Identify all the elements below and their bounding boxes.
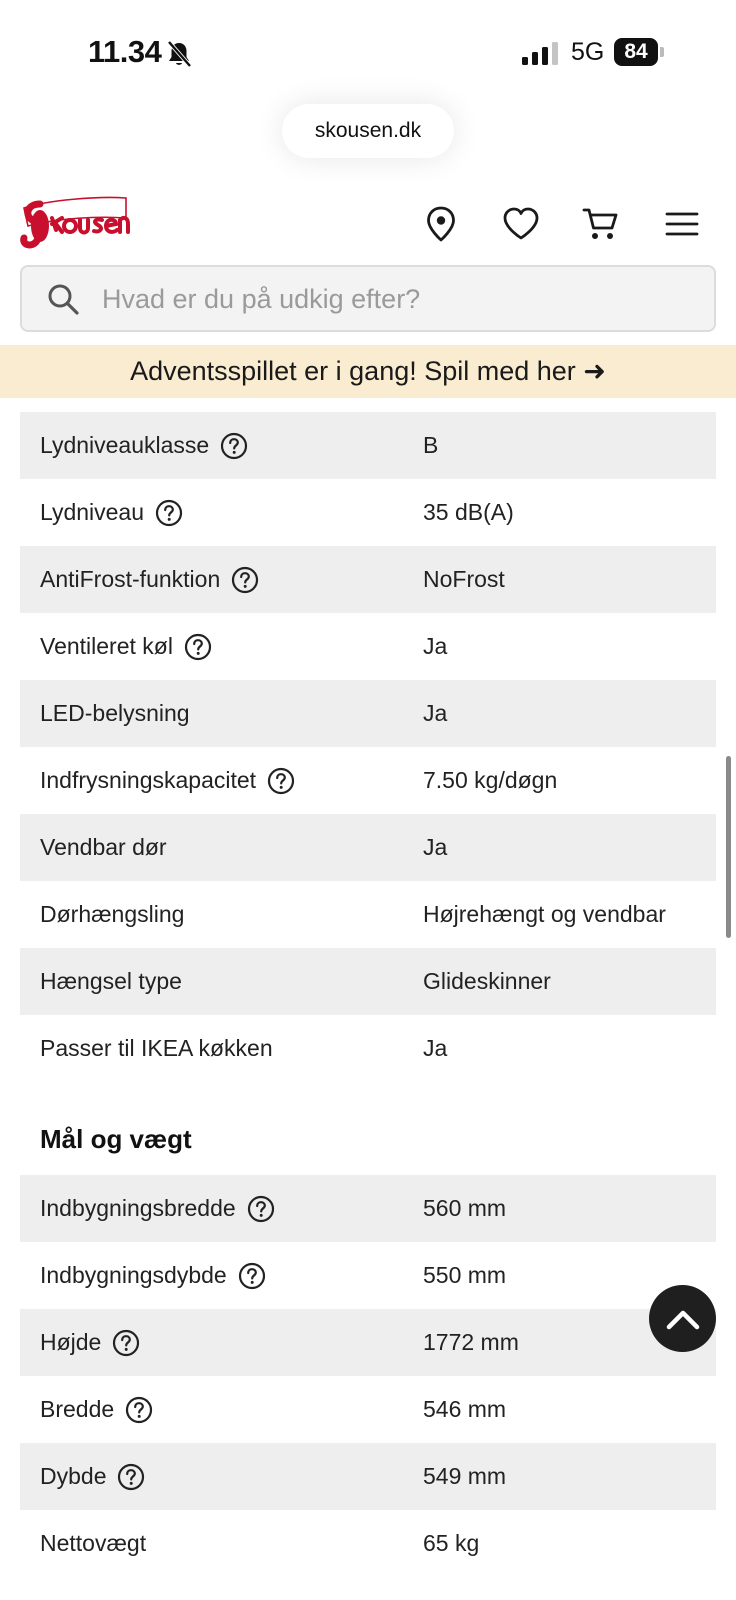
bell-muted-icon	[166, 40, 192, 68]
spec-value: Glideskinner	[423, 968, 551, 994]
spec-row	[20, 1175, 716, 1242]
spec-label: Dybde	[40, 1463, 107, 1489]
spec-label-cell	[40, 613, 212, 680]
search-bar[interactable]	[20, 265, 716, 332]
spec-label: Vendbar dør	[40, 834, 167, 860]
spec-label-cell	[40, 1242, 266, 1309]
spec-label: Indbygningsdybde	[40, 1262, 227, 1288]
spec-label-cell	[40, 1376, 153, 1443]
spec-label: Lydniveau	[40, 499, 145, 525]
spec-value: NoFrost	[423, 566, 505, 592]
spec-label: Hængsel type	[40, 968, 182, 994]
spec-row	[20, 613, 716, 680]
spec-value: 35 dB(A)	[423, 499, 514, 525]
spec-label: Indbygningsbredde	[40, 1195, 236, 1221]
spec-label-cell	[40, 546, 259, 613]
help-icon[interactable]	[231, 566, 259, 594]
spec-label: Lydniveauklasse	[40, 432, 210, 458]
help-icon[interactable]	[220, 432, 248, 460]
spec-label: Indfrysningskapacitet	[40, 767, 257, 793]
spec-row	[20, 1443, 716, 1510]
spec-row	[20, 948, 716, 1015]
spec-row	[20, 546, 716, 613]
skousen-logo[interactable]	[18, 196, 130, 252]
spec-row	[20, 747, 716, 814]
cell-signal-icon	[522, 42, 560, 66]
spec-row	[20, 1309, 716, 1376]
help-icon[interactable]	[155, 499, 183, 527]
battery-icon	[614, 38, 664, 66]
spec-value: Ja	[423, 700, 448, 726]
spec-label-cell	[40, 1510, 146, 1577]
spec-label: Dørhængsling	[40, 901, 185, 927]
spec-value: Ja	[423, 633, 448, 659]
spec-label-cell	[40, 680, 190, 747]
battery-level: 84	[614, 38, 658, 66]
help-icon[interactable]	[184, 633, 212, 661]
help-icon[interactable]	[247, 1195, 275, 1223]
location-icon[interactable]	[421, 204, 461, 244]
spec-label-cell	[40, 479, 183, 546]
spec-row	[20, 412, 716, 479]
spec-value: 65 kg	[423, 1530, 480, 1556]
heart-icon[interactable]	[501, 204, 541, 244]
spec-value: Ja	[423, 834, 448, 860]
spec-row	[20, 1242, 716, 1309]
spec-value: 550 mm	[423, 1262, 507, 1288]
spec-label-cell	[40, 747, 295, 814]
spec-value: Højrehængt og vendbar	[423, 901, 666, 927]
help-icon[interactable]	[267, 767, 295, 795]
spec-label-cell	[40, 1175, 275, 1242]
section-heading-dimensions: Mål og vægt	[40, 1124, 192, 1154]
back-to-top-button[interactable]	[649, 1285, 716, 1352]
spec-label-cell	[40, 881, 184, 948]
spec-label-cell	[40, 1443, 145, 1510]
cart-icon[interactable]	[581, 204, 621, 244]
search-icon[interactable]	[46, 282, 80, 316]
spec-row	[20, 814, 716, 881]
spec-value: 549 mm	[423, 1463, 507, 1489]
spec-label: Passer til IKEA køkken	[40, 1035, 273, 1061]
scrollbar-thumb[interactable]	[726, 756, 731, 938]
spec-label-cell	[40, 1015, 273, 1082]
status-time: 11.34	[88, 34, 162, 69]
spec-row	[20, 479, 716, 546]
spec-value: 546 mm	[423, 1396, 507, 1422]
spec-label: Nettovægt	[40, 1530, 147, 1556]
spec-row	[20, 1510, 716, 1577]
spec-label-cell	[40, 412, 248, 479]
spec-row	[20, 1376, 716, 1443]
spec-value: 1772 mm	[423, 1329, 519, 1355]
spec-label: AntiFrost-funktion	[40, 566, 221, 592]
spec-row	[20, 881, 716, 948]
search-input[interactable]	[102, 277, 692, 321]
promo-banner[interactable]: Adventsspillet er i gang! Spil med her ➜	[0, 345, 736, 398]
status-bar	[0, 0, 736, 100]
spec-table	[20, 412, 716, 1082]
spec-value: Ja	[423, 1035, 448, 1061]
help-icon[interactable]	[117, 1463, 145, 1491]
spec-value: 7.50 kg/døgn	[423, 767, 558, 793]
network-type: 5G	[571, 38, 605, 66]
spec-label: Ventileret køl	[40, 633, 173, 659]
help-icon[interactable]	[125, 1396, 153, 1424]
spec-label-cell	[40, 814, 167, 881]
spec-value: 560 mm	[423, 1195, 507, 1221]
url-bar[interactable]: skousen.dk	[282, 104, 454, 158]
help-icon[interactable]	[238, 1262, 266, 1290]
spec-value: B	[423, 432, 439, 458]
spec-label-cell	[40, 948, 182, 1015]
chevron-up-icon	[665, 1303, 701, 1333]
spec-label-cell	[40, 1309, 140, 1376]
spec-row	[20, 680, 716, 747]
spec-label: Bredde	[40, 1396, 115, 1422]
spec-label: Højde	[40, 1329, 102, 1355]
help-icon[interactable]	[112, 1329, 140, 1357]
spec-row	[20, 1015, 716, 1082]
spec-label: LED-belysning	[40, 700, 190, 726]
dimensions-table	[20, 1175, 716, 1577]
menu-icon[interactable]	[662, 204, 702, 244]
